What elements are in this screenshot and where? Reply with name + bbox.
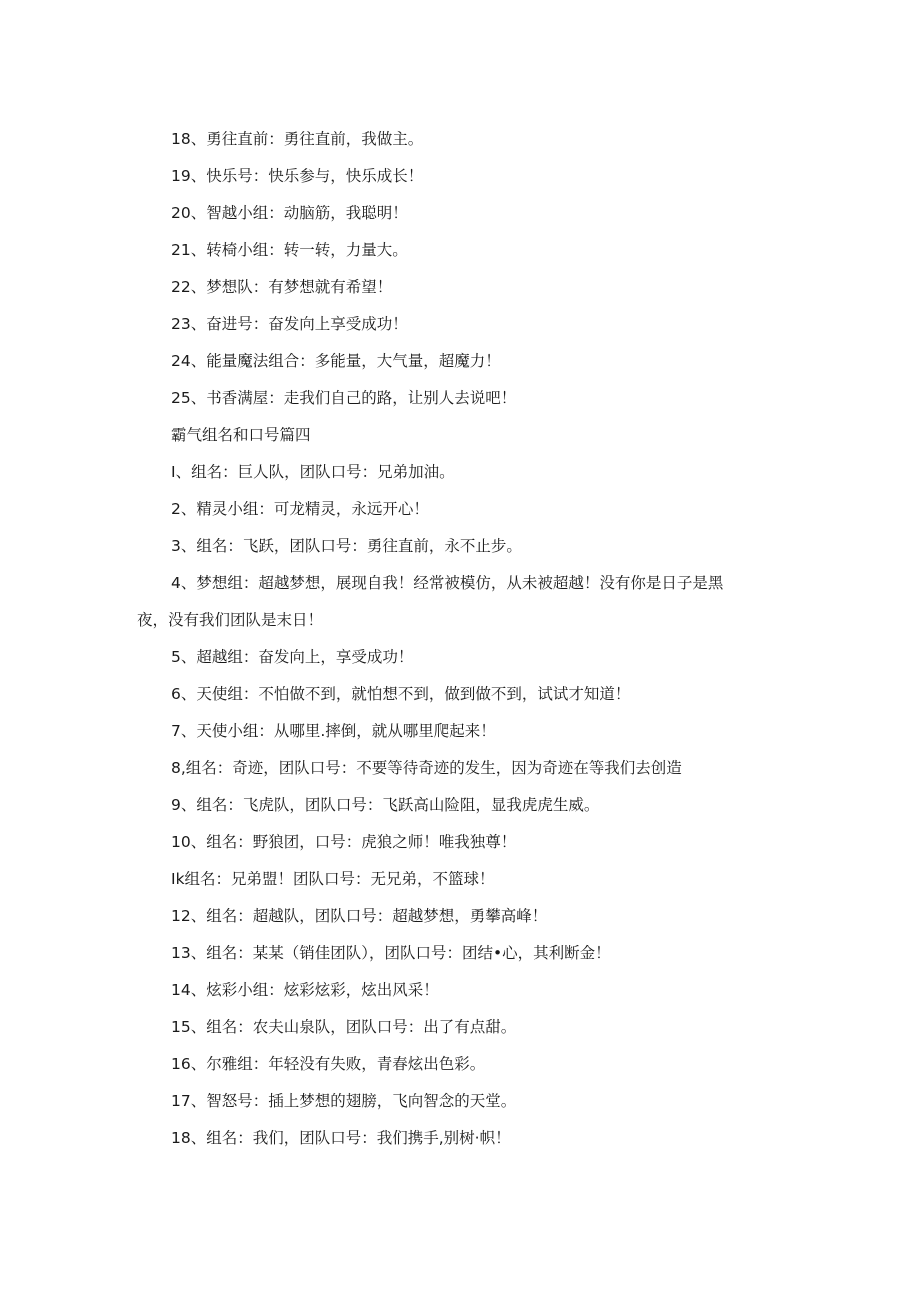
list-item: 17、智怒号：插上梦想的翅膀，飞向智念的天堂。 [171, 1092, 517, 1110]
section-heading: 霸气组名和口号篇四 [171, 426, 311, 444]
list-item: 3、组名：飞跃，团队口号：勇往直前，永不止步。 [171, 537, 522, 555]
list-item: 18、组名：我们，团队口号：我们携手,别树·帜！ [171, 1129, 511, 1147]
document-body [137, 121, 797, 1157]
list-item: 25、书香满屋：走我们自己的路，让别人去说吧！ [171, 389, 517, 407]
list-item: 8,组名：奇迹，团队口号：不要等待奇迹的发生，因为奇迹在等我们去创造 [171, 759, 682, 777]
list-item: 21、转椅小组：转一转，力量大。 [171, 241, 408, 259]
list-item: 7、天使小组：从哪里.摔倒，就从哪里爬起来！ [171, 722, 496, 740]
list-item: 5、超越组：奋发向上，享受成功！ [171, 648, 414, 666]
list-item: 4、梦想组：超越梦想，展现自我！经常被模仿，从未被超越！没有你是日子是黑 [171, 574, 724, 592]
list-item: 2、精灵小组：可龙精灵，永远开心！ [171, 500, 429, 518]
list-item: I、组名：巨人队，团队口号：兄弟加油。 [171, 463, 455, 481]
list-item: 23、奋进号：奋发向上享受成功！ [171, 315, 408, 333]
list-item: 20、智越小组：动脑筋，我聪明！ [171, 204, 408, 222]
list-item: 12、组名：超越队，团队口号：超越梦想，勇攀高峰！ [171, 907, 548, 925]
list-item: 24、能量魔法组合：多能量，大气量，超魔力！ [171, 352, 501, 370]
list-item: 13、组名：某某（销佳团队），团队口号：团结•心，其利断金！ [171, 944, 611, 962]
list-item: 22、梦想队：有梦想就有希望！ [171, 278, 393, 296]
list-item: 18、勇往直前：勇往直前，我做主。 [171, 130, 424, 148]
list-item: 19、快乐号：快乐参与，快乐成长！ [171, 167, 424, 185]
list-item: 10、组名：野狼团，口号：虎狼之师！唯我独尊！ [171, 833, 517, 851]
list-item-continuation: 夜，没有我们团队是末日！ [137, 611, 324, 629]
list-item: 9、组名：飞虎队，团队口号：飞跃高山险阻，显我虎虎生威。 [171, 796, 600, 814]
list-item: 16、尔雅组：年轻没有失败，青春炫出色彩。 [171, 1055, 486, 1073]
list-item: Ik组名：兄弟盟！团队口号：无兄弟，不篮球！ [171, 870, 495, 888]
list-item: 15、组名：农夫山泉队，团队口号：出了有点甜。 [171, 1018, 517, 1036]
list-item: 6、天使组：不怕做不到，就怕想不到，做到做不到，试试才知道！ [171, 685, 631, 703]
list-item: 14、炫彩小组：炫彩炫彩，炫出风采！ [171, 981, 439, 999]
